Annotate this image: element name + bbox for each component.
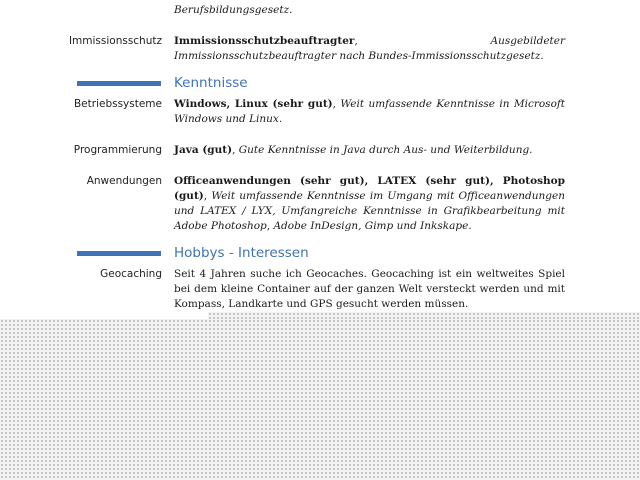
prev-entry-text [174, 3, 565, 18]
section-title-hobbys: Hobbys - Interessen [174, 245, 309, 261]
entry-content [174, 97, 565, 127]
entry-content [174, 267, 565, 312]
entry-description: Seit 4 Jahren suche ich Geocaches. Geocaching ist ein weltweites Spiel bei dem kleine Container auf der ganzen Welt versteckt werden und mit Kompass, Landkarte und GPS gesucht werden müssen. [174, 268, 565, 310]
entry-label: Immissionsschutz [68, 35, 162, 47]
prev-entry-desc: Berufsbildungsgesetz. [174, 4, 293, 16]
section-bar-kenntnisse [77, 81, 161, 86]
entry-description: Gute Kenntnisse in Java durch Aus- und Weiterbildung. [238, 144, 533, 156]
entry-separator: , [232, 144, 239, 156]
section-title-kenntnisse: Kenntnisse [174, 75, 248, 91]
entry-label: Anwendungen [86, 175, 162, 187]
entry-separator: , [203, 190, 212, 202]
entry-title: Java (gut) [174, 144, 233, 156]
entry-content [174, 143, 565, 158]
entry-title: Officeanwendungen (sehr gut), LATEX (sehr gut), Photoshop (gut) [174, 175, 565, 202]
entry-description: Ausgebildeter Immissionsschutzbeauftragter nach Bundes-Immissionsschutzgesetz. [174, 35, 565, 62]
entry-label: Programmierung [73, 144, 162, 156]
dotted-overlay [0, 319, 640, 480]
entry-description: Weit umfassende Kenntnisse im Umgang mit Officeanwendungen und LATEX / LYX, Umfangreiche Kenntnisse in Grafikbearbeitung mit Adobe Photoshop, Adobe InDesign, Gimp und Inkskape. [174, 190, 565, 232]
entry-title: Immissionsschutzbeauftragter [174, 35, 355, 47]
entry-separator: , [354, 35, 491, 47]
entry-label: Geocaching [100, 268, 162, 280]
entry-content [174, 34, 565, 64]
section-bar-hobbys [77, 251, 161, 256]
entry-description: Weit umfassende Kenntnisse in Microsoft Windows und Linux. [174, 98, 565, 125]
entry-label: Betriebssysteme [73, 98, 162, 110]
entry-content [174, 174, 565, 234]
entry-title: Windows, Linux (sehr gut) [174, 98, 333, 110]
entry-separator: , [332, 98, 341, 110]
